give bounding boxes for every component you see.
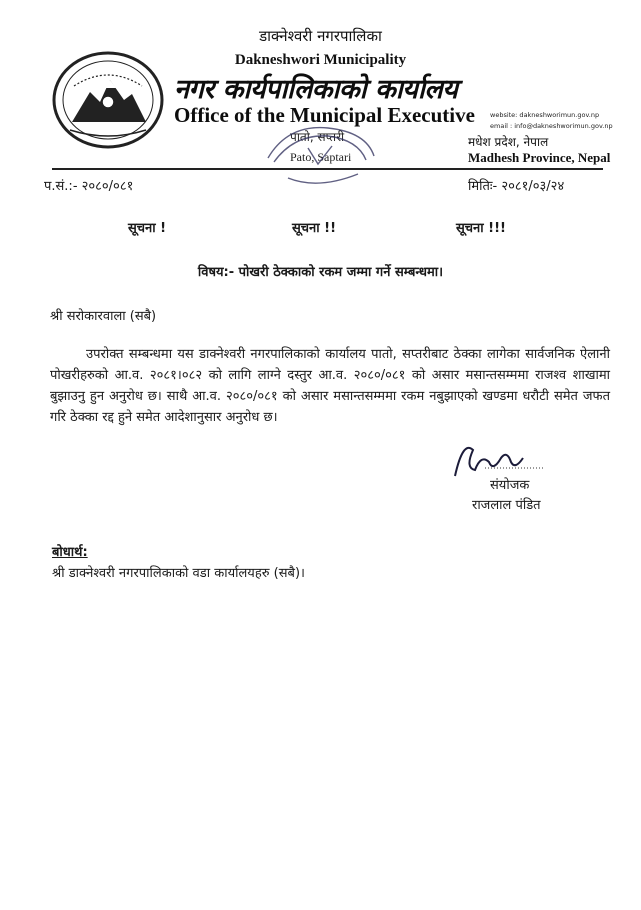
address-np: पातो, सप्तरी (290, 130, 345, 144)
body-text: उपरोक्त सम्बन्धमा यस डाक्नेश्वरी नगरपालिकाको कार्यालय पातो, सप्तरीबाट ठेक्का लागेका सार्वजनिक ऐलानी पोखरीहरुको आ.व. २०८१।०८२ को लागि लाग्ने दस्तुर आ.व. २०८०/०८१ को असार मसान्तसम्ममा राजश्व शाखामा बुझाउनु हुन अनुरोध छ। साथै आ.व. २०८०/०८१ को असार मसान्तसम्ममा रकम नबुझाएको खण्डमा धरौटी समेत जफत गरि ठेक्का रद्द हुने समेत आदेशानुसार अनुरोध छ। (50, 347, 610, 425)
letter-date: मितिः- २०८१/०३/२४ (468, 179, 565, 194)
signatory-title: संयोजक (490, 478, 530, 493)
reference-number: प.सं.:- २०८०/०८१ (44, 179, 134, 194)
province-np: मधेश प्रदेश, नेपाल (468, 135, 549, 149)
body-paragraph (50, 344, 610, 428)
contact-block (490, 110, 613, 132)
municipality-name-np: डाक्नेश्वरी नगरपालिका (259, 27, 382, 45)
website-text: website: dakneshworimun.gov.np (490, 111, 600, 119)
copy-to-label: बोधार्थ: (52, 545, 88, 560)
email-text: email : info@dakneshworimun.gov.np (490, 122, 613, 130)
subject-line: विषय:- पोखरी ठेक्काको रकम जम्मा गर्ने सम्बन्धमा। (197, 265, 444, 280)
office-stamp (258, 118, 382, 192)
notice-label-1: सूचना ! (128, 221, 167, 236)
header-divider (52, 168, 603, 170)
province-en: Madhesh Province, Nepal (468, 150, 611, 165)
signatory-name: राजलाल पंडित (472, 498, 541, 513)
municipality-name-en: Dakneshwori Municipality (234, 52, 407, 68)
copy-to-text: श्री डाक्नेश्वरी नगरपालिकाको वडा कार्यालयहरु (सबै)। (52, 566, 305, 581)
office-title-np: नगर कार्यपालिकाको कार्यालय (174, 74, 458, 105)
address-en: Pato, Saptari (290, 150, 352, 164)
salutation: श्री सरोकारवाला (सबै) (50, 309, 157, 324)
notice-label-2: सूचना !! (292, 221, 337, 236)
office-title-en: Office of the Municipal Executive (174, 103, 475, 127)
notice-label-3: सूचना !!! (456, 221, 506, 236)
